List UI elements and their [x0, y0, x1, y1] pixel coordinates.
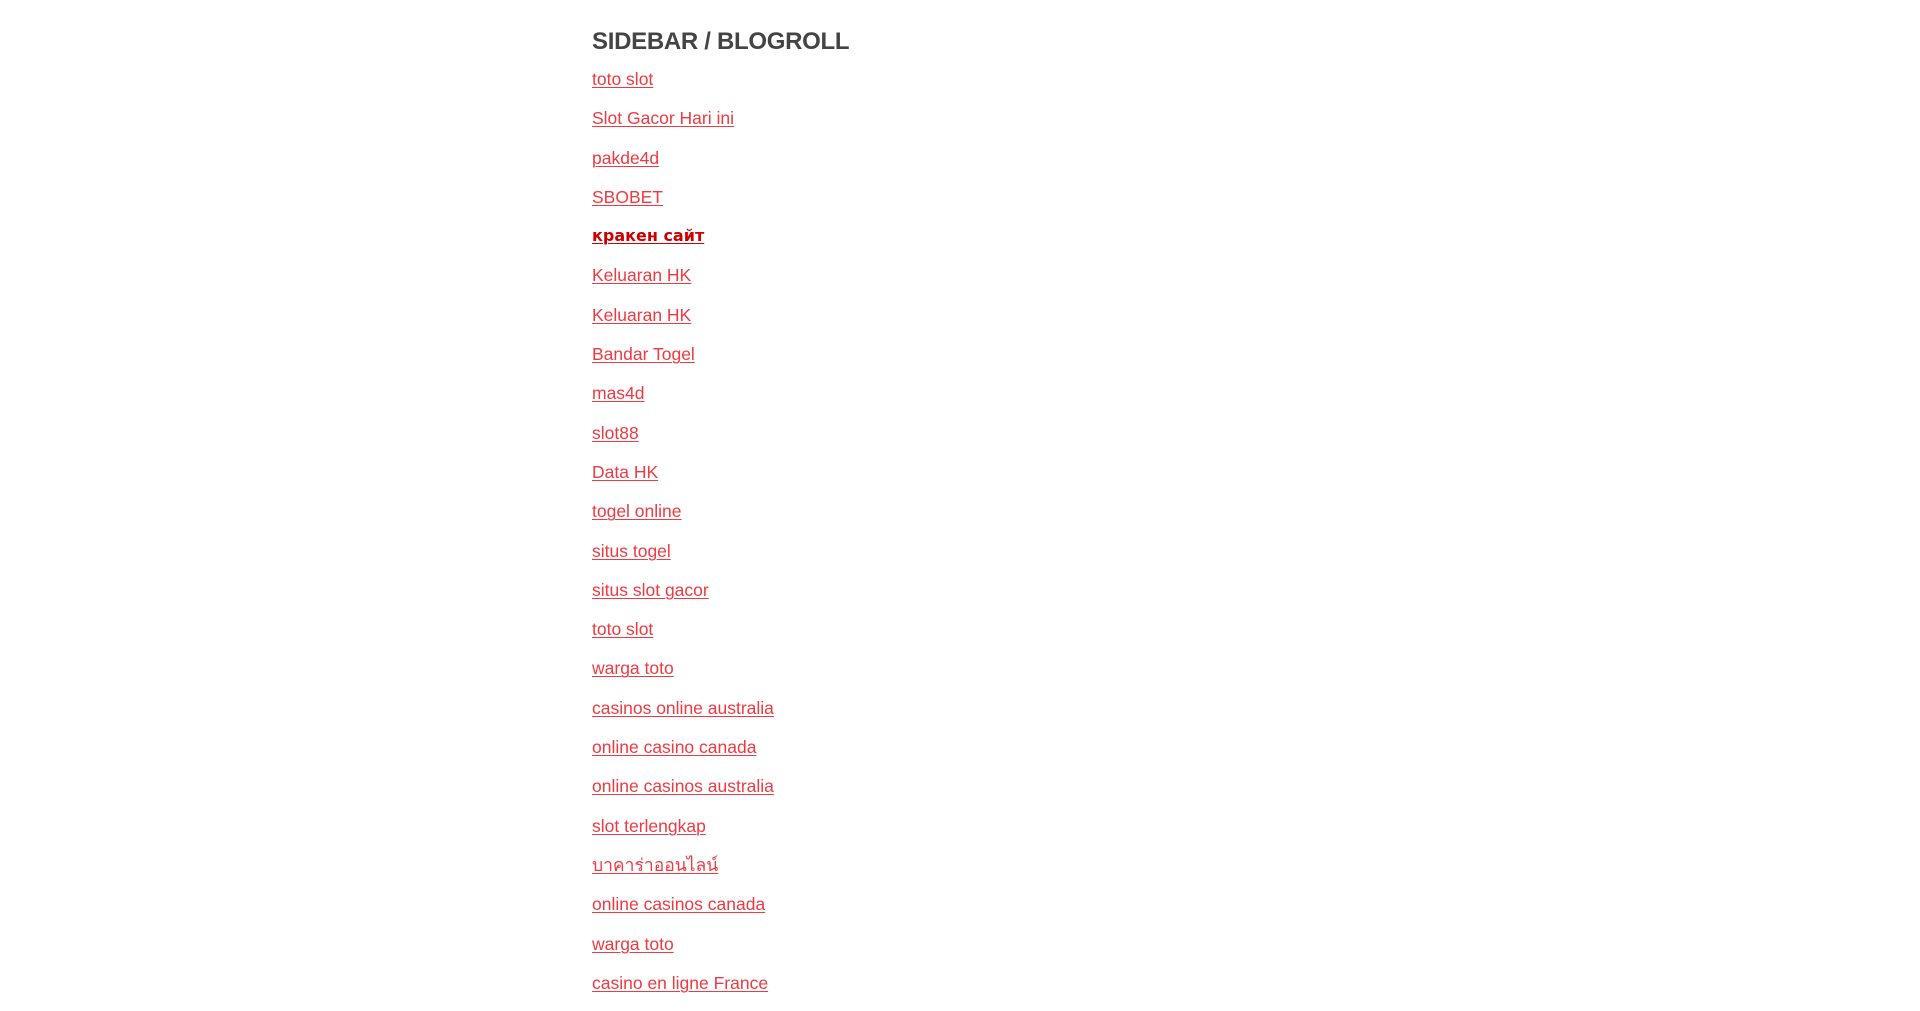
list-item: [592, 461, 1192, 500]
blogroll-link[interactable]: mas4d: [592, 383, 645, 404]
list-item: [592, 107, 1192, 146]
blogroll-link[interactable]: online casinos canada: [592, 894, 766, 915]
list-item: [592, 697, 1192, 736]
sidebar-blogroll: [592, 26, 1192, 1011]
blogroll-link[interactable]: บาคาร่าออนไลน์: [592, 854, 719, 875]
list-item: [592, 815, 1192, 854]
list-item: [592, 775, 1192, 814]
list-item: [592, 933, 1192, 972]
blogroll-link[interactable]: pakde4d: [592, 147, 660, 168]
blogroll-link[interactable]: Keluaran HK: [592, 304, 692, 325]
list-item: [592, 972, 1192, 1011]
list-item: [592, 147, 1192, 186]
list-item: [592, 304, 1192, 343]
blogroll-link[interactable]: toto slot: [592, 619, 654, 640]
blogroll-link[interactable]: casinos online australia: [592, 697, 774, 718]
blogroll-link[interactable]: situs slot gacor: [592, 579, 709, 600]
blogroll-link[interactable]: online casinos australia: [592, 776, 774, 797]
list-item: [592, 618, 1192, 657]
list-item: [592, 382, 1192, 421]
list-item: [592, 343, 1192, 382]
list-item: [592, 186, 1192, 225]
list-item: [592, 68, 1192, 107]
list-item: [592, 540, 1192, 579]
blogroll-link[interactable]: Slot Gacor Hari ini: [592, 108, 734, 129]
blogroll-link[interactable]: toto slot: [592, 69, 654, 89]
blogroll-link[interactable]: warga toto: [592, 933, 674, 954]
list-item: [592, 264, 1192, 303]
blogroll-link[interactable]: кракен сайт: [592, 226, 705, 246]
blogroll-link[interactable]: warga toto: [592, 658, 674, 679]
list-item: [592, 854, 1192, 893]
blogroll-link[interactable]: slot88: [592, 422, 639, 443]
list-item: [592, 225, 1192, 264]
sidebar-title: SIDEBAR / BLOGROLL: [592, 28, 850, 55]
blogroll-link[interactable]: togel online: [592, 501, 682, 522]
blogroll-link[interactable]: situs togel: [592, 540, 671, 561]
blogroll-link[interactable]: SBOBET: [592, 186, 663, 207]
list-item: [592, 422, 1192, 461]
blogroll-link-list: [592, 68, 1192, 1011]
blogroll-link[interactable]: casino en ligne France: [592, 972, 769, 993]
list-item: [592, 893, 1192, 932]
blogroll-link[interactable]: Bandar Togel: [592, 344, 695, 365]
list-item: [592, 500, 1192, 539]
blogroll-link[interactable]: slot terlengkap: [592, 815, 706, 836]
blogroll-link[interactable]: Data HK: [592, 461, 659, 482]
blogroll-link[interactable]: Keluaran HK: [592, 265, 692, 286]
list-item: [592, 579, 1192, 618]
list-item: [592, 736, 1192, 775]
blogroll-link[interactable]: online casino canada: [592, 737, 757, 758]
list-item: [592, 657, 1192, 696]
